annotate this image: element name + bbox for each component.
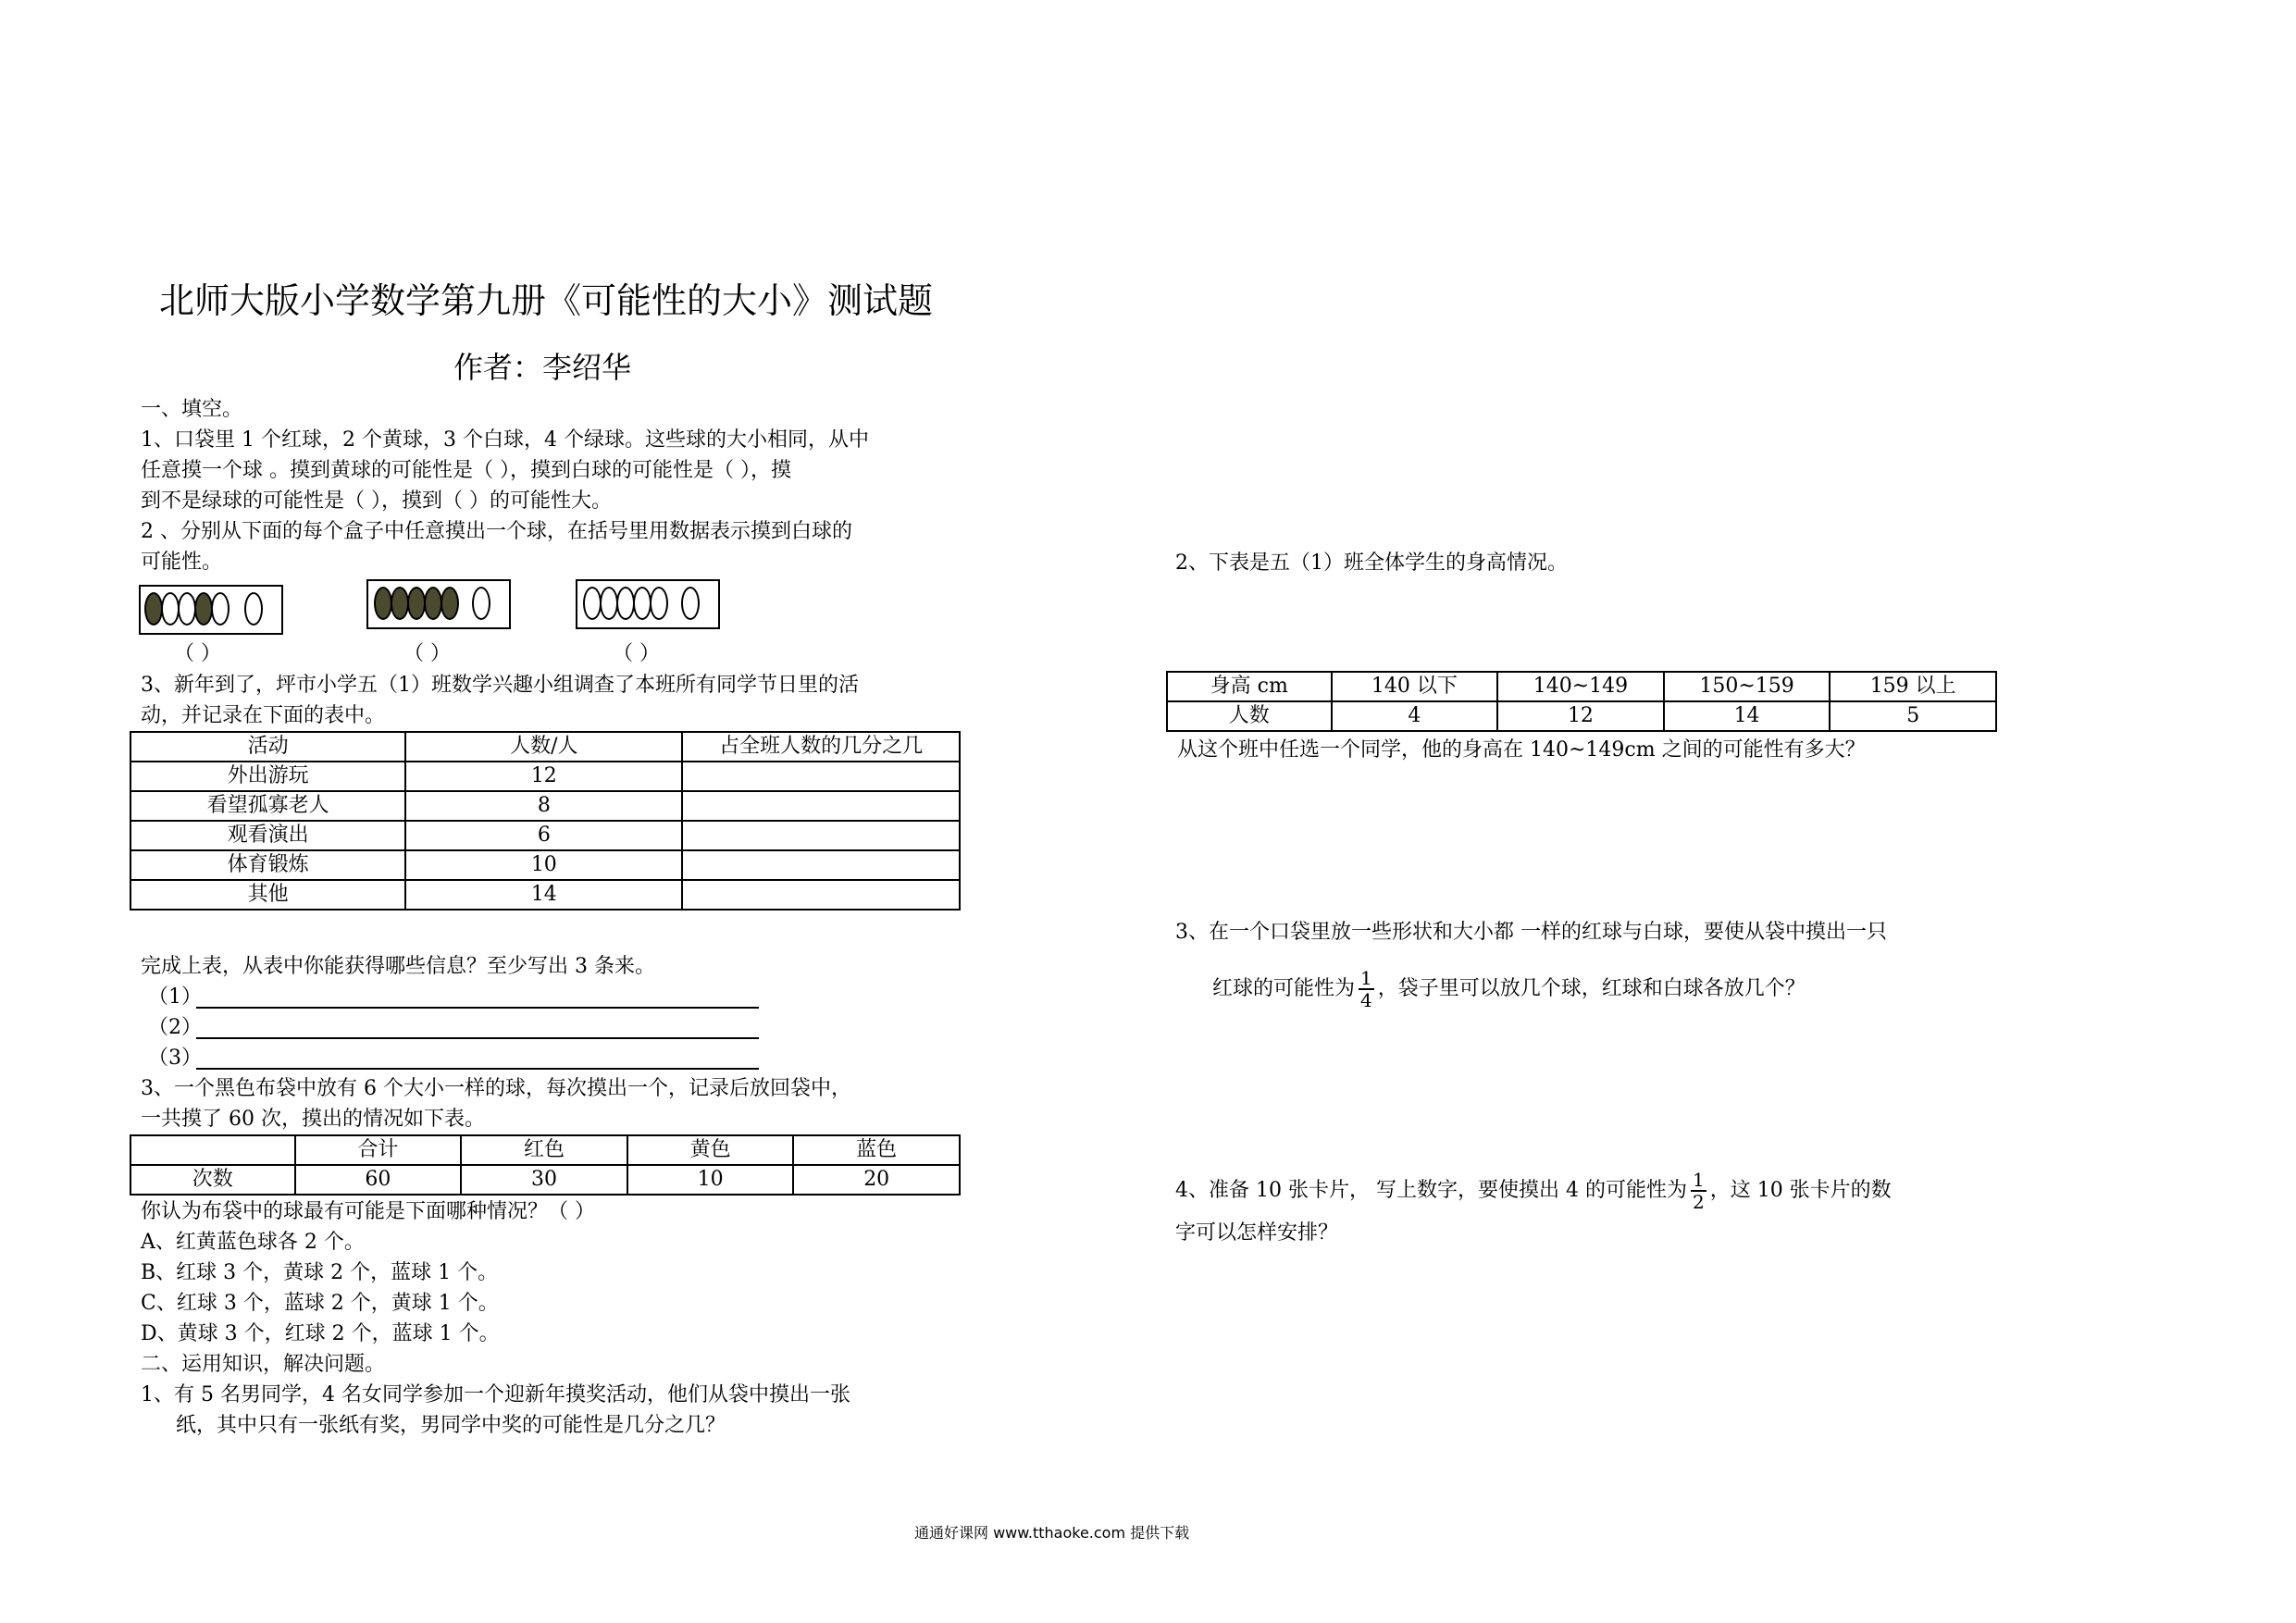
header-cell: 159 以上 bbox=[1830, 672, 1996, 701]
footer-credit: 通通好课网 www.tthaoke.com 提供下载 bbox=[914, 1524, 1190, 1542]
count-cell: 14 bbox=[405, 880, 682, 910]
dark-ball bbox=[374, 587, 392, 620]
white-ball bbox=[211, 592, 230, 626]
ball-box-2 bbox=[366, 579, 511, 629]
q3-line2: 动，并记录在下面的表中。 bbox=[141, 704, 386, 727]
answer-line-3 bbox=[196, 1068, 759, 1070]
fraction-denominator: 4 bbox=[1360, 989, 1372, 1011]
fraction-cell bbox=[682, 850, 960, 880]
box1-answer: （ ） bbox=[174, 642, 221, 665]
q1-line1: 1、口袋里 1 个红球，2 个黄球，3 个白球，4 个绿球。这些球的大小相同，从中 bbox=[141, 428, 869, 452]
value-cell: 4 bbox=[1332, 701, 1498, 731]
answer-line-2 bbox=[196, 1037, 759, 1039]
value-cell: 5 bbox=[1830, 701, 1996, 731]
table-header-row bbox=[130, 732, 960, 762]
count-cell: 12 bbox=[405, 762, 682, 791]
page-title: 北师大版小学数学第九册《可能性的大小》测试题 bbox=[159, 280, 934, 321]
activity-cell: 其他 bbox=[130, 880, 405, 910]
table-row bbox=[130, 1165, 960, 1195]
white-ball bbox=[633, 587, 652, 620]
option-b: B、红球 3 个，黄球 2 个，蓝球 1 个。 bbox=[141, 1261, 499, 1284]
s2-q2-question: 从这个班中任选一个同学，他的身高在 140~149cm 之间的可能性有多大？ bbox=[1177, 738, 1866, 762]
q4-line1: 3、一个黑色布袋中放有 6 个大小一样的球，每次摸出一个，记录后放回袋中， bbox=[141, 1077, 851, 1100]
white-ball bbox=[650, 587, 668, 620]
dark-ball bbox=[391, 587, 409, 620]
s2-q4-line1 bbox=[1175, 1164, 1892, 1218]
value-cell: 10 bbox=[627, 1165, 794, 1195]
option-d: D、黄球 3 个，红球 2 个，蓝球 1 个。 bbox=[141, 1322, 500, 1345]
option-c: C、红球 3 个，蓝球 2 个，黄球 1 个。 bbox=[141, 1292, 499, 1315]
white-ball bbox=[600, 587, 618, 620]
value-cell: 12 bbox=[1497, 701, 1664, 731]
table-header-row bbox=[130, 1135, 960, 1165]
count-cell: 8 bbox=[405, 791, 682, 821]
s2-q4-text-after: ，这 10 张卡片的数 bbox=[1709, 1179, 1892, 1202]
activity-cell: 外出游玩 bbox=[130, 762, 405, 791]
fraction-numerator: 1 bbox=[1692, 1169, 1705, 1191]
header-cell: 150~159 bbox=[1664, 672, 1831, 701]
fraction-one-quarter bbox=[1359, 968, 1374, 1010]
row-label-cell: 人数 bbox=[1167, 701, 1332, 731]
table-row bbox=[130, 880, 960, 910]
author-line: 作者：李绍华 bbox=[453, 350, 632, 385]
blank-label-2: （2） bbox=[148, 1016, 202, 1039]
q2-line2: 可能性。 bbox=[141, 551, 223, 574]
s2-q1-line1: 1、有 5 名男同学，4 名女同学参加一个迎新年摸奖活动，他们从袋中摸出一张 bbox=[141, 1383, 850, 1406]
white-ball bbox=[244, 592, 263, 626]
white-ball bbox=[472, 587, 490, 620]
q3-prompt: 完成上表，从表中你能获得哪些信息？至少写出 3 条来。 bbox=[141, 955, 655, 978]
value-cell: 20 bbox=[793, 1165, 960, 1195]
answer-line-1 bbox=[196, 1007, 759, 1009]
fraction-cell bbox=[682, 762, 960, 791]
value-cell: 30 bbox=[461, 1165, 627, 1195]
header-cell: 140~149 bbox=[1497, 672, 1664, 701]
fraction-cell bbox=[682, 821, 960, 850]
header-cell: 合计 bbox=[295, 1135, 462, 1165]
q3-line1: 3、新年到了，坪市小学五（1）班数学兴趣小组调查了本班所有同学节日里的活 bbox=[141, 674, 859, 697]
count-cell: 10 bbox=[405, 850, 682, 880]
table-row bbox=[1167, 701, 1996, 731]
white-ball bbox=[616, 587, 635, 620]
s2-q3-text-after: ，袋子里可以放几个球，红球和白球各放几个？ bbox=[1377, 977, 1806, 1000]
q1-line3: 到不是绿球的可能性是（ ），摸到（ ）的可能性大。 bbox=[141, 489, 612, 513]
header-cell: 占全班人数的几分之几 bbox=[682, 732, 960, 762]
row-label-cell: 次数 bbox=[130, 1165, 295, 1195]
table-header-row bbox=[1167, 672, 1996, 701]
dark-ball bbox=[407, 587, 426, 620]
activity-cell: 看望孤寡老人 bbox=[130, 791, 405, 821]
s2-q2-line1: 2、下表是五（1）班全体学生的身高情况。 bbox=[1175, 551, 1568, 575]
fraction-one-half bbox=[1691, 1170, 1706, 1212]
value-cell: 60 bbox=[295, 1165, 462, 1195]
fraction-denominator: 2 bbox=[1692, 1191, 1705, 1213]
header-cell: 身高 cm bbox=[1167, 672, 1332, 701]
header-cell bbox=[130, 1135, 295, 1165]
value-cell: 14 bbox=[1664, 701, 1831, 731]
blank-label-1: （1） bbox=[148, 985, 202, 1009]
draw-results-table bbox=[130, 1134, 961, 1196]
q2-line1: 2 、分别从下面的每个盒子中任意摸出一个球，在括号里用数据表示摸到白球的 bbox=[141, 520, 852, 543]
s2-q3-line1: 3、在一个口袋里放一些形状和大小都 一样的红球与白球，要使从袋中摸出一只 bbox=[1175, 921, 1887, 944]
ball-box-3 bbox=[576, 579, 720, 629]
dark-ball bbox=[144, 592, 163, 626]
fraction-cell bbox=[682, 791, 960, 821]
section2-heading: 二、运用知识，解决问题。 bbox=[141, 1353, 386, 1376]
s2-q1-line2: 纸，其中只有一张纸有奖，男同学中奖的可能性是几分之几？ bbox=[176, 1414, 726, 1437]
table-row bbox=[130, 762, 960, 791]
s2-q4-text-before: 4、准备 10 张卡片， 写上数字，要使摸出 4 的可能性为 bbox=[1175, 1179, 1687, 1202]
dark-ball bbox=[424, 587, 442, 620]
activity-table bbox=[130, 731, 961, 911]
white-ball bbox=[583, 587, 602, 620]
fraction-numerator: 1 bbox=[1360, 967, 1372, 989]
section1-heading: 一、填空。 bbox=[141, 398, 243, 421]
table-row bbox=[130, 850, 960, 880]
activity-cell: 体育锻炼 bbox=[130, 850, 405, 880]
box3-answer: （ ） bbox=[613, 642, 660, 665]
activity-cell: 观看演出 bbox=[130, 821, 405, 850]
table-row bbox=[130, 791, 960, 821]
header-cell: 红色 bbox=[461, 1135, 627, 1165]
header-cell: 黄色 bbox=[627, 1135, 794, 1165]
white-ball bbox=[178, 592, 196, 626]
header-cell: 人数/人 bbox=[405, 732, 682, 762]
q4-question: 你认为布袋中的球最有可能是下面哪种情况？（ ） bbox=[141, 1200, 595, 1223]
option-a: A、红黄蓝色球各 2 个。 bbox=[141, 1231, 365, 1254]
s2-q4-line2: 字可以怎样安排？ bbox=[1175, 1221, 1339, 1245]
fraction-cell bbox=[682, 880, 960, 910]
s2-q3-line2 bbox=[1212, 962, 1806, 1016]
header-cell: 蓝色 bbox=[793, 1135, 960, 1165]
count-cell: 6 bbox=[405, 821, 682, 850]
s2-q3-text-before: 红球的可能性为 bbox=[1212, 977, 1356, 1000]
white-ball bbox=[161, 592, 180, 626]
header-cell: 活动 bbox=[130, 732, 405, 762]
header-cell: 140 以下 bbox=[1332, 672, 1498, 701]
white-ball bbox=[681, 587, 700, 620]
blank-label-3: （3） bbox=[148, 1047, 202, 1070]
dark-ball bbox=[441, 587, 459, 620]
box2-answer: （ ） bbox=[403, 642, 451, 665]
table-row bbox=[130, 821, 960, 850]
q1-line2: 任意摸一个球 。摸到黄球的可能性是（ ），摸到白球的可能性是（ ），摸 bbox=[141, 459, 791, 482]
dark-ball bbox=[194, 592, 213, 626]
q4-line2: 一共摸了 60 次，摸出的情况如下表。 bbox=[141, 1108, 485, 1131]
height-table bbox=[1166, 671, 1997, 732]
ball-box-1 bbox=[139, 585, 283, 635]
